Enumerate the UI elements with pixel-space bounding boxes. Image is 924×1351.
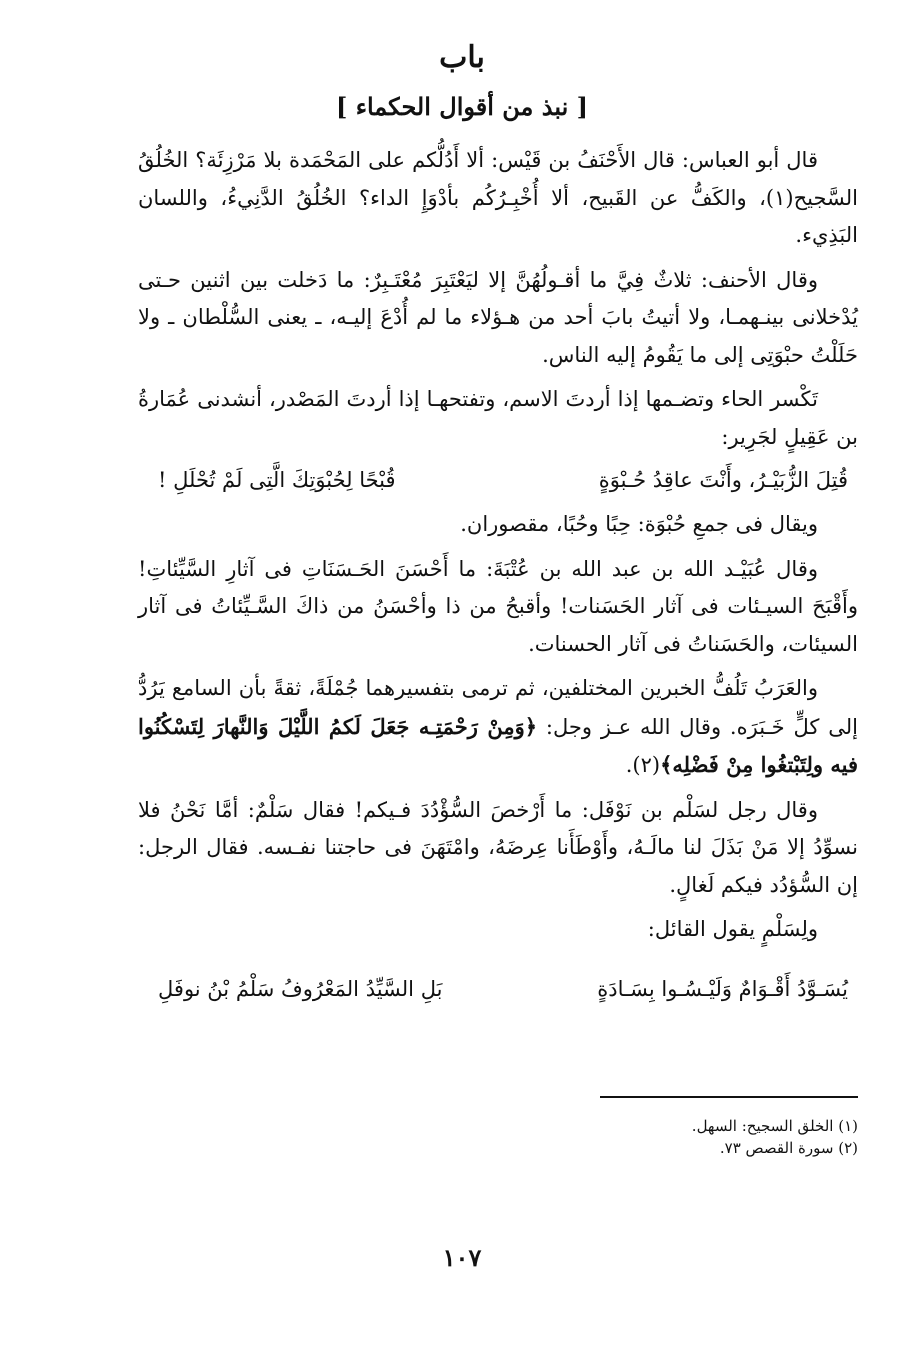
paragraph-3: تَكْسر الحاء وتضـمها إذا أردتَ الاسم، وتفتحهـا إذا أردتَ المَصْدر، أنشدنى عُمَارةُ بن عَقِيلٍ لجَرِير: xyxy=(138,387,858,449)
paragraph-6-text: والعَرَبُ تَلُفُّ الخبرين المختلفين، ثم ترمى بتفسيرهما جُمْلَةً، ثقةً بأن السامع يَرُدُّ إلى كلٍّ خَـبَرَه. وقال الله عـز وجل: xyxy=(138,676,858,739)
verse-1 xyxy=(138,458,858,502)
chapter-subtitle: [ نبذ من أقوال الحكماء ] xyxy=(336,92,588,121)
paragraph-7: وقال رجل لسَلْم بن نَوْفَل: ما أَرْخصَ السُّؤْدُدَ فـيكم! فقال سَلْمٌ: أمَّا نَحْنُ فلا نسوِّدُ إلا مَنْ بَذَلَ لنا مالَـهُ، وأَوْطَأَنا عِرضَهُ، وامْتَهَنَ فى حاجتنا نفـسه. فقال الرجل: إن السُّؤدُد فيكم لَغالٍ. xyxy=(138,797,858,897)
verse-2-second-hemistich: بَلِ السَّيِّدُ المَعْرُوفُ سَلْمُ بْنُ نوفَلِ xyxy=(158,976,443,1001)
paragraph-2: وقال الأحنف: ثلاثٌ فِيَّ ما أقـولُهُنَّ إلا ليَعْتَبِرَ مُعْتَـبِرٌ: ما دَخلت بين اثنين حـتى يُدْخلانى بينـهمـا، ولا أتيتُ بابَ أحد من هـؤلاء ما لم أُدْعَ إليـه، ـ يعنى السُّلْطان ـ ولا حَلَلْتُ حبْوَتِى إلى ما يَقُومُ إليه الناس. xyxy=(138,267,858,367)
quran-verse: ﴿وَمِنْ رَحْمَتِـه جَعَلَ لَكمُ اللَّيْلَ وَالنَّهارَ لِتَسْكُنُوا فيه ولِتَبْتغُوا مِنْ فَضْلِه﴾ xyxy=(138,713,858,777)
paragraph-8: ولِسَلْمٍ يقول القائل: xyxy=(647,917,818,941)
verse-2-first-hemistich: يُسَـوَّدُ أَقْـوَامٌ وَلَيْـسُـوا بِسَـادَةٍ xyxy=(597,976,848,1001)
paragraph-4: ويقال فى جمعِ حُبْوَة: حِبًا وحُبًا، مقصوران. xyxy=(460,512,818,536)
footnote-ref-2: (٢). xyxy=(625,753,661,777)
paragraph-6 xyxy=(138,670,858,785)
paragraph-5: وقال عُبَيْـد الله بن عبد الله بن عُتْبَةَ: ما أَحْسَنَ الحَـسَنَاتِ فى آثارِ السَّيِّئاتِ! وأَقْبَحَ السيـئات فى آثار الحَسَنات! وأقبحُ من ذا وأحْسَنُ من ذاكَ السَّـيِّئاتُ فى آثار السيئات، والحَسَناتُ فى آثار الحسنات. xyxy=(138,556,859,656)
footnote-divider xyxy=(600,1096,858,1098)
paragraph-1: قال أبو العباس: قال الأَحْنَفُ بن قَيْس: ألا أَدُلُّكم على المَحْمَدة بلا مَرْزِئَة؟ الخُلُقُ السَّجيح(١)، والكَفُّ عن القَبيح، ألا أُخْبِـرُكُم بأدْوَإِ الداء؟ الخُلُقُ الدَّنِيءُ، واللسان البَذِيء. xyxy=(138,148,858,247)
main-text xyxy=(138,142,858,1015)
footnotes xyxy=(500,1115,858,1159)
footnote-2: (٢) سورة القصص ٧٣. xyxy=(719,1139,858,1157)
page-number: ١٠٧ xyxy=(442,1243,482,1272)
verse-1-first-hemistich: قُتِلَ الزُّبَيْـرُ، وأَنْتَ عاقِدُ حُـبْوَةٍ xyxy=(598,468,848,492)
chapter-title: باب xyxy=(439,40,485,75)
verse-1-second-hemistich: قُبْحًا لِحُبْوَتِكَ الَّتِى لَمْ تُحْلَلِ ! xyxy=(158,468,396,492)
footnote-1: (١) الخلق السجيح: السهل. xyxy=(691,1117,858,1135)
verse-2 xyxy=(138,967,858,1011)
